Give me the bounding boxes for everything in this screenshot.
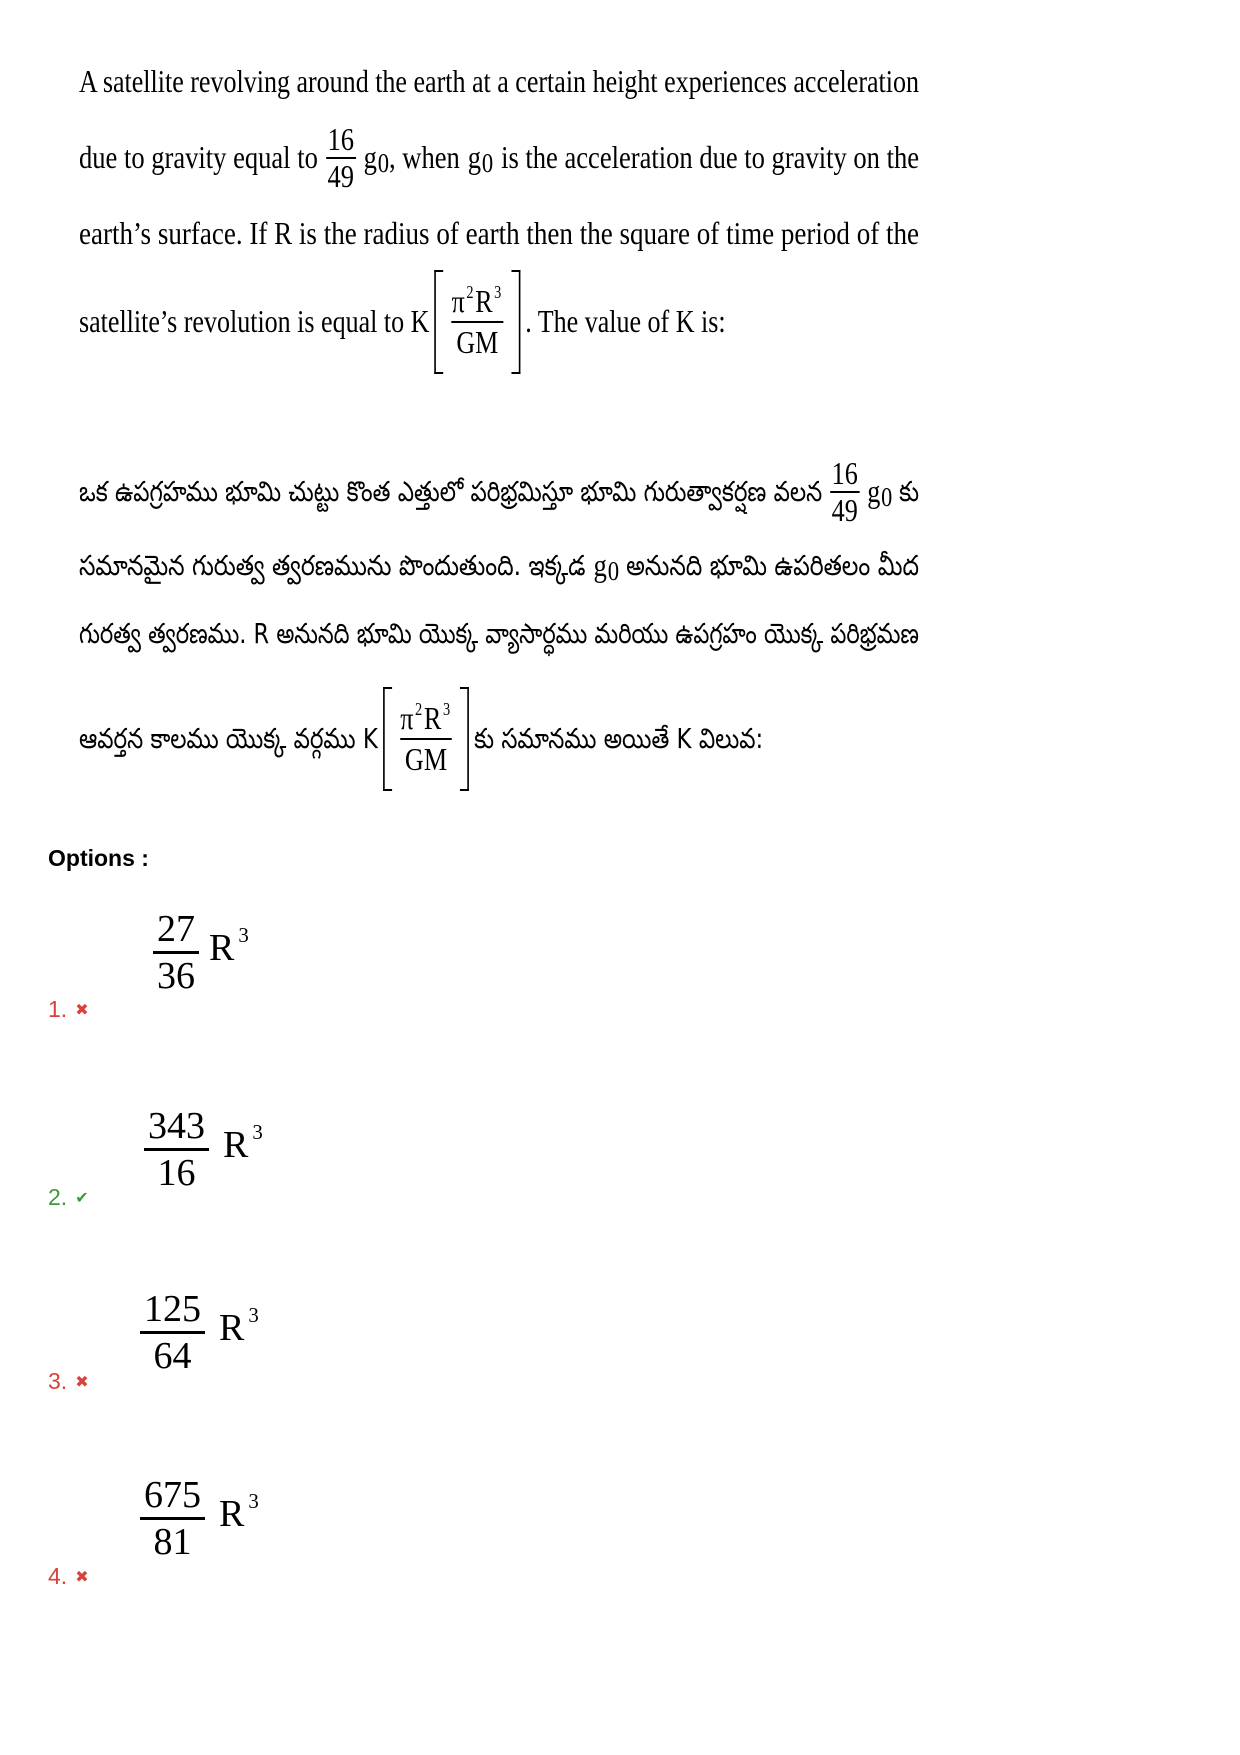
fraction-numerator: 16 [327, 120, 355, 157]
option-number: 2. [48, 1183, 68, 1210]
question-text-telugu: ఆవర్తన కాలము యొక్క వర్గము K [79, 721, 378, 755]
option-variable [209, 922, 251, 969]
question-text: is the acceleration due to gravity on the [501, 139, 919, 176]
pi-exponent: 2 [415, 698, 423, 719]
g-subscript: 0 [481, 148, 494, 178]
option-denominator: 81 [153, 1521, 192, 1563]
option-4-number [48, 1562, 89, 1590]
question-en-line-3 [79, 214, 919, 254]
g0-symbol [363, 139, 390, 178]
option-numerator: 343 [148, 1105, 205, 1147]
right-bracket [460, 687, 469, 791]
question-en-line-2 [79, 116, 919, 200]
period-bracket-expression [435, 270, 520, 374]
radius-symbol: R [475, 282, 493, 319]
radius-exponent: 3 [494, 281, 502, 302]
fraction-bar [400, 738, 452, 740]
option-3-number [48, 1367, 89, 1395]
option-numerator: 675 [144, 1474, 201, 1516]
question-text-telugu: కు [899, 474, 919, 508]
right-bracket [511, 270, 520, 374]
option-fraction [153, 907, 199, 998]
question-te-line-4 [79, 682, 919, 796]
option-2-expression [144, 1104, 265, 1195]
radius-exponent: 3 [442, 698, 451, 719]
radius-symbol: R [423, 699, 442, 736]
variable-symbol: R [219, 1492, 245, 1535]
option-2-number [48, 1183, 89, 1211]
g-subscript: 0 [881, 482, 893, 512]
bracket-numerator [400, 698, 452, 736]
ratio-fraction [326, 122, 356, 194]
variable-symbol: R [209, 926, 235, 969]
question-text: due to gravity equal to [79, 139, 318, 176]
question-text: satellite’s revolution is equal to K [79, 303, 430, 340]
question-text: A satellite revolving around the earth at a certain height experiences acceleration [79, 63, 919, 100]
option-number: 3. [48, 1367, 68, 1394]
check-icon: ✔ [75, 1187, 89, 1207]
g-letter: g [363, 139, 377, 176]
variable-symbol: R [219, 1306, 245, 1349]
bracket-fraction [444, 270, 512, 374]
question-text-telugu: గురత్వ త్వరణము. R అనునది భూమి యొక్క వ్యాసార్ధము మరియు ఉపగ్రహం యొక్క పరిభ్రమణ [79, 616, 919, 650]
option-fraction [144, 1104, 209, 1195]
option-denominator: 36 [157, 955, 195, 997]
g0-symbol [593, 547, 620, 586]
variable-exponent: 3 [238, 922, 249, 947]
option-denominator: 16 [157, 1152, 196, 1194]
g-letter: g [467, 139, 482, 176]
pi-symbol: π [451, 282, 465, 319]
option-1-expression [153, 907, 251, 998]
option-numerator: 27 [157, 908, 195, 950]
g0-symbol [867, 473, 893, 512]
option-1-number [48, 995, 89, 1023]
question-en-line-1 [79, 62, 919, 102]
ratio-fraction [830, 456, 859, 528]
left-bracket [383, 687, 392, 791]
question-te-line-3 [79, 614, 919, 654]
left-bracket [435, 270, 444, 374]
option-number: 4. [48, 1562, 68, 1589]
option-fraction [140, 1287, 205, 1378]
question-text: . The value of K is: [525, 303, 726, 340]
g-subscript: 0 [377, 148, 390, 178]
cross-icon: ✖ [75, 1566, 89, 1586]
variable-exponent: 3 [248, 1302, 259, 1327]
variable-exponent: 3 [252, 1119, 263, 1144]
question-text: , when [389, 139, 460, 176]
cross-icon: ✖ [75, 1371, 89, 1391]
question-text-telugu: అనునది భూమి ఉపరితలం మీద [626, 548, 919, 582]
question-text-telugu: ఒక ఉపగ్రహము భూమి చుట్టు కొంత ఎత్తులో పరిభ్రమిస్తూ భూమి గురుత్వాకర్షణ వలన [79, 474, 823, 508]
question-te-line-1 [79, 449, 919, 535]
pi-exponent: 2 [466, 281, 474, 302]
fraction-denominator: 49 [831, 492, 858, 528]
options-heading: Options : [48, 845, 149, 871]
question-en-line-4 [79, 264, 919, 380]
option-fraction [140, 1473, 205, 1564]
variable-symbol: R [223, 1123, 249, 1166]
question-text-telugu: సమానమైన గురుత్వ త్వరణమును పొందుతుంది. ఇక్కడ [79, 548, 586, 582]
option-variable [219, 1302, 261, 1349]
option-variable [223, 1119, 265, 1166]
period-bracket-expression [383, 687, 469, 791]
g-letter: g [867, 473, 881, 510]
option-4-expression [140, 1473, 261, 1564]
question-text: earth’s surface. If R is the radius of earth then the square of time period of the [79, 215, 919, 252]
option-number: 1. [48, 995, 68, 1022]
option-3-expression [140, 1287, 261, 1378]
bracket-denominator: GM [404, 741, 448, 777]
question-text-telugu: కు సమానము అయితే K విలువ: [474, 721, 764, 755]
g0-symbol [467, 139, 494, 178]
option-denominator: 64 [153, 1335, 192, 1377]
bracket-denominator: GM [456, 324, 499, 360]
g-letter: g [593, 547, 607, 584]
option-numerator: 125 [144, 1288, 201, 1330]
cross-icon: ✖ [75, 999, 89, 1019]
fraction-numerator: 16 [831, 454, 858, 491]
variable-exponent: 3 [248, 1488, 259, 1513]
pi-symbol: π [400, 699, 414, 736]
g-subscript: 0 [607, 556, 620, 586]
fraction-denominator: 49 [327, 158, 355, 194]
option-variable [219, 1488, 261, 1535]
question-te-line-2 [79, 546, 919, 586]
bracket-numerator [451, 281, 503, 319]
bracket-fraction [392, 687, 460, 791]
fraction-bar [452, 321, 503, 323]
